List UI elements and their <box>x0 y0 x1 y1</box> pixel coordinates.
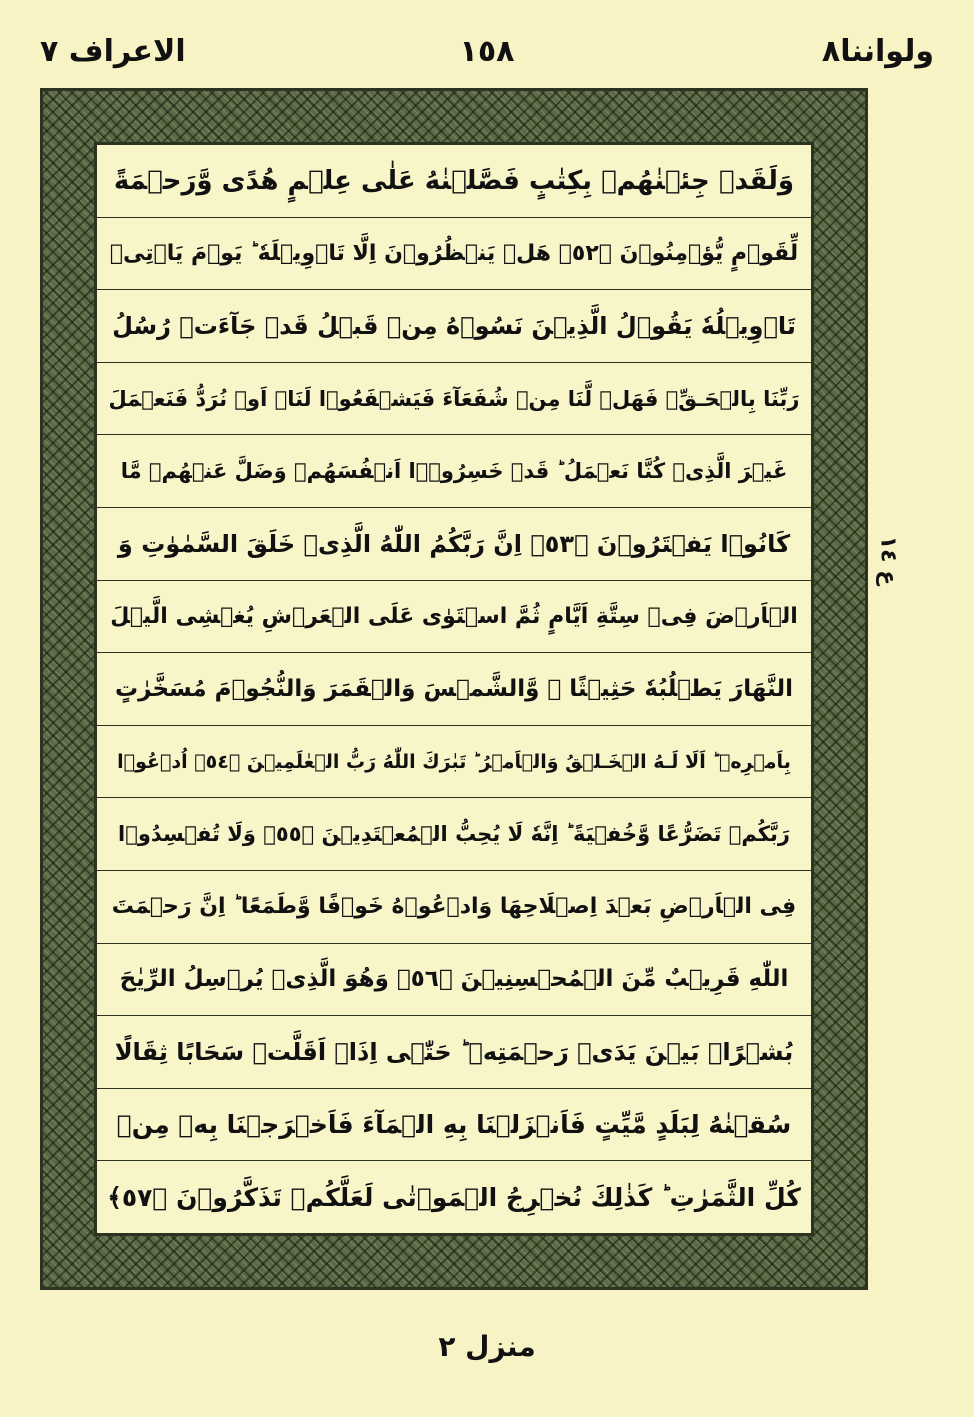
verse-line-15: كُلِّ الثَّمَرٰتِ‌ ؕ كَذٰلِكَ نُخۡرِجُ الۡمَوۡتٰى لَعَلَّكُمۡ تَذَكَّرُوۡنَ ﴿٥٧﴾ <box>107 1182 801 1212</box>
verse-line-3: تَاۡوِيۡلُهٗ يَقُوۡلُ الَّذِيۡنَ نَسُوۡهُ مِنۡ قَبۡلُ قَدۡ جَآءَتۡ رُسُلُ <box>97 290 811 363</box>
page-number: ١٥٨ <box>459 34 515 69</box>
verse-line-8: النَّهَارَ يَطۡلُبُهٗ حَثِيۡثًا ۙ وَّالشَّمۡسَ وَالۡقَمَرَ وَالنُّجُوۡمَ مُسَخَّرٰتٍ <box>97 653 811 726</box>
ruku-marker-label: ع ١٤ <box>875 535 901 585</box>
manzil-footer: منزل ٢ <box>438 1330 536 1363</box>
verse-lines <box>97 145 811 1233</box>
ornamental-border <box>40 88 868 1290</box>
verse-line-4: رَبِّنَا بِالۡحَـقِّ‌ۚ فَهَلۡ لَّنَا مِنۡ شُفَعَآءَ فَيَشۡفَعُوۡا لَنَاۤ اَوۡ نُرَدُّ فَنَعۡمَلَ <box>97 363 811 436</box>
text-panel <box>94 142 814 1236</box>
verse-line-7: الۡاَرۡضَ فِىۡ سِتَّةِ اَيَّامٍ ثُمَّ اسۡتَوٰى عَلَى الۡعَرۡشِ يُغۡشِى الَّيۡلَ <box>97 581 811 654</box>
verse-line-10: رَبَّكُمۡ تَضَرُّعًا وَّخُفۡيَةً‌ ؕ اِنَّهٗ لَا يُحِبُّ الۡمُعۡتَدِيۡنَ ﴿٥٥﴾ وَلَا تُفۡسِدُوۡا <box>97 798 811 871</box>
verse-line-14: سُقۡنٰهُ لِبَلَدٍ مَّيِّتٍ فَاَنۡزَلۡنَا بِهِ الۡمَآءَ فَاَخۡرَجۡنَا بِهٖ مِنۡ <box>97 1089 811 1162</box>
juz-title: ولواننا٨ <box>821 34 934 69</box>
verse-line-1: وَلَقَدۡ جِئۡنٰهُمۡ بِكِتٰبٍ فَصَّلۡنٰهُ عَلٰى عِلۡمٍ هُدًى وَّرَحۡمَةً <box>97 145 811 218</box>
surah-title: الاعراف ٧ <box>40 34 186 69</box>
verse-line-9: بِاَمۡرِهٖ ؕ اَلَا لَـهُ الۡخَـلۡقُ وَالۡاَمۡرُ‌ ؕ تَبٰرَكَ اللّٰهُ رَبُّ الۡعٰلَمِيۡنَ ﴿٥٤﴾ اُدۡعُوۡا <box>97 726 811 799</box>
verse-line-12: اللّٰهِ قَرِيۡبٌ مِّنَ الۡمُحۡسِنِيۡنَ ﴿٥٦﴾ وَهُوَ الَّذِىۡ يُرۡسِلُ الرِّيٰحَ <box>97 944 811 1017</box>
verse-line-6: كَانُوۡا يَفۡتَرُوۡنَ ﴿٥٣﴾ اِنَّ رَبَّكُمُ اللّٰهُ الَّذِىۡ خَلَقَ السَّمٰوٰتِ وَ <box>97 508 811 581</box>
verse-line-13: بُشۡرًاۢ بَيۡنَ يَدَىۡ رَحۡمَتِهٖ ‌ؕ حَتّٰۤى اِذَاۤ اَقَلَّتۡ سَحَابًا ثِقَالًا <box>97 1016 811 1089</box>
verse-line-5: غَيۡرَ الَّذِىۡ كُنَّا نَعۡمَلُ‌ ؕ قَدۡ خَسِرُوۡۤا اَنۡفُسَهُمۡ وَضَلَّ عَنۡهُمۡ مَّا <box>97 435 811 508</box>
verse-line-11: فِى الۡاَرۡضِ بَعۡدَ اِصۡلَاحِهَا وَادۡعُوۡهُ خَوۡفًا وَّطَمَعًا‌ ؕ اِنَّ رَحۡمَتَ <box>97 871 811 944</box>
verse-line-2: لِّقَوۡمٍ يُّؤۡمِنُوۡنَ ﴿٥٢﴾ هَلۡ يَنۡظُرُوۡنَ اِلَّا تَاۡوِيۡلَهٗ ؕ يَوۡمَ يَاۡتِىۡ <box>97 218 811 291</box>
ruku-marker <box>868 520 908 600</box>
page-header <box>40 28 934 76</box>
